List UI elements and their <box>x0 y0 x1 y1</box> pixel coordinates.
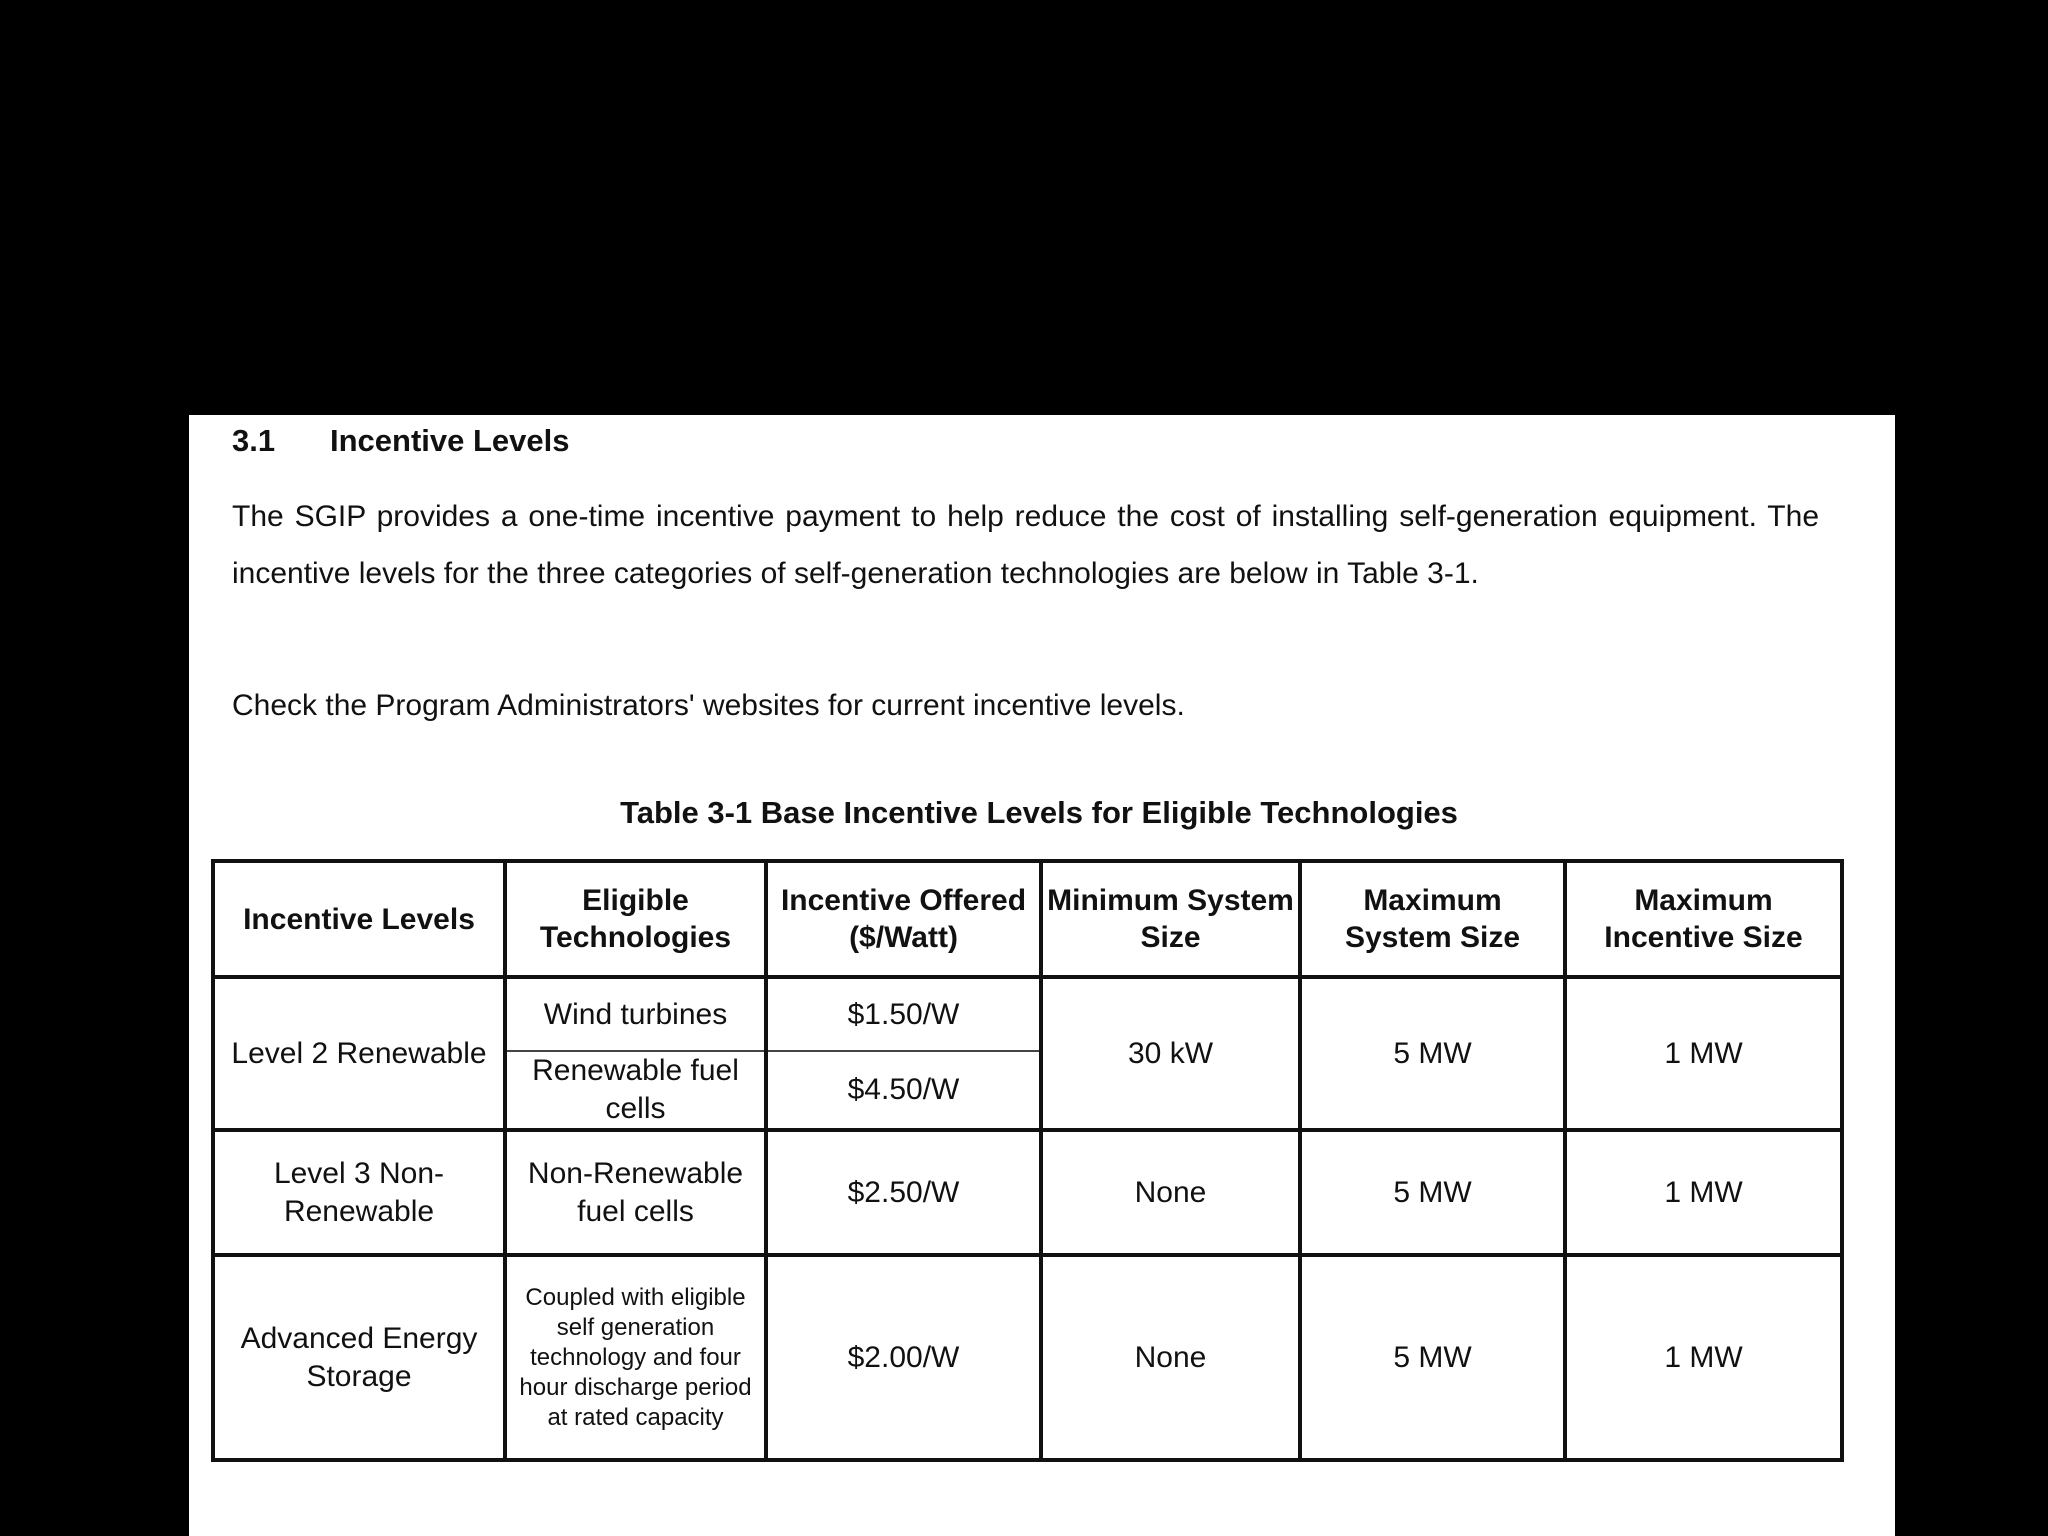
min-size-cell: None <box>1041 1130 1300 1255</box>
incentive-cell: $1.50/W <box>766 977 1041 1051</box>
table-caption: Table 3-1 Base Incentive Levels for Eligible Technologies <box>620 795 1458 830</box>
table-row <box>213 1255 1842 1460</box>
technology-cell: Renewable fuel cells <box>505 1051 766 1130</box>
max-size-cell: 5 MW <box>1300 1130 1565 1255</box>
min-size-cell: None <box>1041 1255 1300 1460</box>
technology-cell: Wind turbines <box>505 977 766 1051</box>
level-cell: Level 2 Renewable <box>213 977 505 1130</box>
section-number: 3.1 <box>232 423 276 458</box>
table-row <box>213 1130 1842 1255</box>
header-maximum-system-size: Maximum System Size <box>1300 861 1565 977</box>
level-cell: Advanced Energy Storage <box>213 1255 505 1460</box>
table-header-row <box>213 861 1842 977</box>
header-incentive-levels: Incentive Levels <box>213 861 505 977</box>
header-maximum-incentive-size: Maximum Incentive Size <box>1565 861 1842 977</box>
min-size-cell: 30 kW <box>1041 977 1300 1130</box>
incentive-cell: $4.50/W <box>766 1051 1041 1130</box>
incentive-cell: $2.00/W <box>766 1255 1041 1460</box>
level-cell: Level 3 Non-Renewable <box>213 1130 505 1255</box>
header-incentive-offered: Incentive Offered ($/Watt) <box>766 861 1041 977</box>
section-heading <box>232 423 570 459</box>
intro-paragraph: The SGIP provides a one-time incentive payment to help reduce the cost of installing self-generation equipment. The incentive levels for the three categories of self-generation technologies are below in Table 3-1. <box>232 500 1819 590</box>
max-incentive-cell: 1 MW <box>1565 1255 1842 1460</box>
technology-cell: Non-Renewable fuel cells <box>505 1130 766 1255</box>
technology-cell: Coupled with eligible self generation technology and four hour discharge period at rated capacity <box>505 1255 766 1460</box>
incentive-cell: $2.50/W <box>766 1130 1041 1255</box>
max-size-cell: 5 MW <box>1300 1255 1565 1460</box>
header-eligible-technologies: Eligible Technologies <box>505 861 766 977</box>
max-size-cell: 5 MW <box>1300 977 1565 1130</box>
max-incentive-cell: 1 MW <box>1565 977 1842 1130</box>
section-title: Incentive Levels <box>330 423 570 458</box>
table-row <box>213 977 1842 1051</box>
max-incentive-cell: 1 MW <box>1565 1130 1842 1255</box>
check-websites-paragraph: Check the Program Administrators' websites for current incentive levels. <box>232 689 1185 722</box>
header-minimum-system-size: Minimum System Size <box>1041 861 1300 977</box>
document-page <box>189 415 1895 1536</box>
incentive-table <box>211 859 1844 1462</box>
